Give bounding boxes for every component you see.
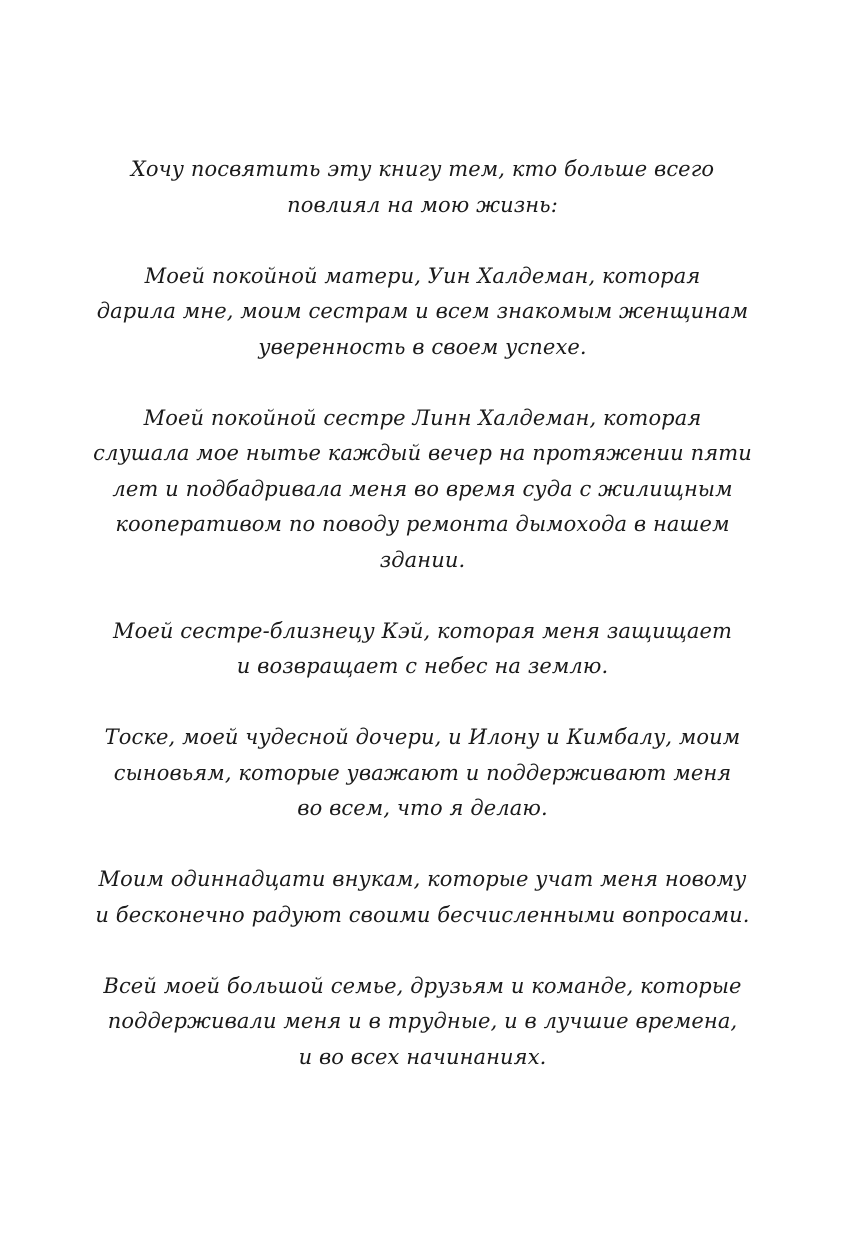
text-line: сыновьям, которые уважают и поддерживают меня (113, 760, 732, 785)
dedication-paragraph-family-friends (70, 969, 775, 1076)
text-line: во всем, что я делаю. (297, 796, 548, 820)
text-line: Хочу посвятить эту книгу тем, кто больше всего (130, 157, 715, 181)
dedication-paragraph-twin-kay (70, 614, 775, 685)
text-line: здании. (379, 547, 466, 572)
dedication-paragraph-intro (70, 152, 775, 223)
text-line: Моей покойной матери, Уин Халдеман, которая (144, 263, 701, 288)
text-line: Тоске, моей чудесной дочери, и Илону и Кимбалу, моим (104, 725, 741, 749)
text-line: и во всех начинаниях. (298, 1044, 547, 1069)
text-line: Моей сестре-близнецу Кэй, которая меня защищает (112, 618, 733, 643)
text-line: поддерживали меня и в трудные, и в лучшие времена, (107, 1009, 738, 1033)
dedication-text (70, 152, 775, 1111)
text-line: и бесконечно радуют своими бесчисленными вопросами. (95, 902, 750, 927)
text-line: и возвращает с небес на землю. (236, 654, 609, 678)
text-line: Моим одиннадцати внукам, которые учат меня новому (98, 867, 747, 891)
text-line: кооперативом по поводу ремонта дымохода в нашем (115, 512, 730, 536)
text-line: уверенность в своем успехе. (258, 334, 587, 359)
dedication-paragraph-grandchildren (70, 862, 775, 933)
dedication-paragraph-mother (70, 259, 775, 366)
text-line: повлиял на мою жизнь: (287, 192, 558, 217)
dedication-paragraph-children (70, 720, 775, 827)
text-line: дарила мне, моим сестрам и всем знакомым женщинам (96, 299, 749, 323)
text-line: Всей моей большой семье, друзьям и команде, которые (103, 973, 742, 998)
text-line: лет и подбадривала меня во время суда с жилищным (112, 476, 733, 501)
text-line: слушала мое нытье каждый вечер на протяжении пяти (93, 441, 752, 465)
text-line: Моей покойной сестре Линн Халдеман, которая (143, 405, 702, 430)
dedication-paragraph-sister-lynn (70, 401, 775, 579)
